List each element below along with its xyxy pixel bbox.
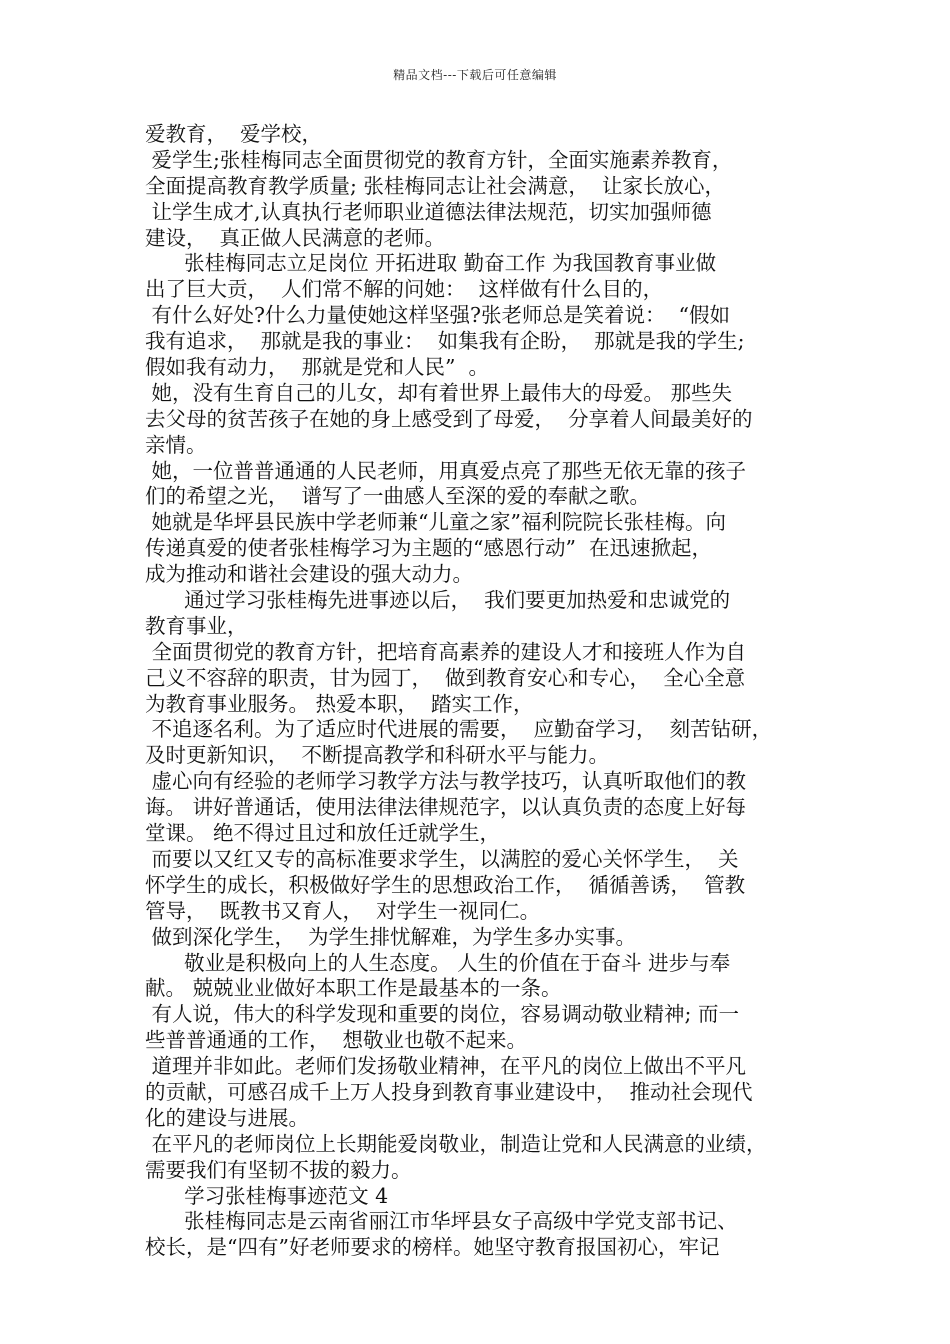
text-line: 敬业是积极向上的人生态度。 人生的价值在于奋斗 进步与奉 <box>145 950 731 975</box>
text-line: 建设， 真正做人民满意的老师。 <box>145 225 446 250</box>
text-line: 诲。 讲好普通话，使用法律法律规范字，以认真负责的态度上好每 <box>145 795 747 820</box>
page-header: 精品文档---下载后可任意编辑 <box>393 68 557 82</box>
text-line: 化的建设与进展。 <box>145 1105 309 1130</box>
text-line: 出了巨大贡， 人们常不解的问她： 这样做有什么目的， <box>145 277 664 302</box>
text-line: 有人说，伟大的科学发现和重要的岗位，容易调动敬业精神; 而一 <box>145 1002 739 1027</box>
text-line: 我有追求， 那就是我的事业： 如集我有企盼， 那就是我的学生; <box>145 329 745 354</box>
text-line: 成为推动和谐社会建设的强大动力。 <box>145 562 473 587</box>
text-line: 为教育事业服务。 热爱本职， 踏实工作， <box>145 691 534 716</box>
text-line: 不追逐名利。为了适应时代进展的需要， 应勤奋学习， 刻苦钻研， <box>145 717 773 742</box>
text-line: 些普普通通的工作， 想敬业也敬不起来。 <box>145 1028 528 1053</box>
text-line: 教育事业， <box>145 613 248 638</box>
text-line: 堂课。 绝不得过且过和放任迁就学生， <box>145 821 501 846</box>
text-line: 在平凡的老师岗位上长期能爱岗敬业，制造让党和人民满意的业绩， <box>145 1131 767 1156</box>
document-body <box>145 122 817 1261</box>
text-line: 全面贯彻党的教育方针，把培育高素养的建设人才和接班人作为自 <box>145 639 747 664</box>
text-line: 校长，是“四有”好老师要求的榜样。她坚守教育报国初心，牢记 <box>145 1235 720 1260</box>
text-line: 道理并非如此。老师们发扬敬业精神，在平凡的岗位上做出不平凡 <box>145 1054 747 1079</box>
text-line: 己义不容辞的职责，甘为园丁， 做到教育安心和专心， 全心全意 <box>145 665 746 690</box>
text-line: 去父母的贫苦孩子在她的身上感受到了母爱， 分享着人间最美好的 <box>145 406 753 431</box>
text-line: 她就是华坪县民族中学老师兼“儿童之家”福利院院长张桂梅。向 <box>145 510 726 535</box>
text-line: 而要以又红又专的高标准要求学生，以满腔的爱心关怀学生， 关 <box>145 846 739 871</box>
text-line: 管导， 既教书又育人， 对学生一视同仁。 <box>145 898 541 923</box>
text-line: 需要我们有坚韧不拔的毅力。 <box>145 1157 412 1182</box>
text-line: 传递真爱的使者张桂梅学习为主题的“感恩行动” 在迅速掀起， <box>145 536 712 561</box>
text-line: 学习张桂梅事迹范文 4 <box>145 1183 389 1208</box>
text-line: 虚心向有经验的老师学习教学方法与教学技巧，认真听取他们的教 <box>145 769 747 794</box>
text-line: 爱学生;张桂梅同志全面贯彻党的教育方针，全面实施素养教育， <box>145 147 733 172</box>
text-line: 通过学习张桂梅先进事迹以后， 我们要更加热爱和忠诚党的 <box>145 588 731 613</box>
text-line: 怀学生的成长，积极做好学生的思想政治工作， 循循善诱， 管教 <box>145 872 746 897</box>
text-line: 亲情。 <box>145 432 207 457</box>
text-line: 做到深化学生， 为学生排忧解难，为学生多办实事。 <box>145 924 637 949</box>
text-line: 假如我有动力， 那就是党和人民” 。 <box>145 355 490 380</box>
text-line: 的贡献，可感召成千上万人投身到教育事业建设中， 推动社会现代 <box>145 1079 753 1104</box>
text-line: 她，一位普普通通的人民老师，用真爱点亮了那些无依无靠的孩子 <box>145 458 747 483</box>
text-line: 们的希望之光， 谱写了一曲感人至深的爱的奉献之歌。 <box>145 484 651 509</box>
text-line: 献。 兢兢业业做好本职工作是最基本的一条。 <box>145 976 562 1001</box>
text-line: 让学生成才,认真执行老师职业道德法律法规范，切实加强师德 <box>145 199 712 224</box>
text-line: 她，没有生育自己的儿女，却有着世界上最伟大的母爱。 那些失 <box>145 380 733 405</box>
text-line: 爱教育， 爱学校， <box>145 122 323 146</box>
text-line: 有什么好处?什么力量使她这样坚强?张老师总是笑着说： “假如 <box>145 303 731 328</box>
text-line: 全面提高教育教学质量; 张桂梅同志让社会满意， 让家长放心， <box>145 173 725 198</box>
text-line: 及时更新知识， 不断提高教学和科研水平与能力。 <box>145 743 610 768</box>
text-line: 张桂梅同志立足岗位 开拓进取 勤奋工作 为我国教育事业做 <box>145 251 717 276</box>
text-line: 张桂梅同志是云南省丽江市华坪县女子高级中学党支部书记、 <box>145 1209 738 1234</box>
